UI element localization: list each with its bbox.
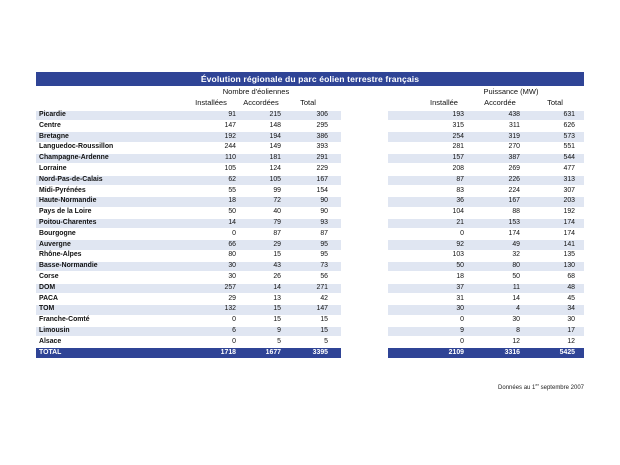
cell-n-tot: 15 (320, 326, 328, 334)
cell-p-inst: 36 (456, 197, 464, 205)
cell-n-tot: 87 (320, 229, 328, 237)
cell-p-tot: 551 (563, 143, 575, 151)
cell-n-tot: 3395 (312, 348, 328, 356)
cell-n-inst: 110 (225, 154, 236, 162)
cell-p-acc: 8 (516, 326, 520, 334)
cell-p-inst: 208 (452, 164, 464, 172)
cell-p-acc: 269 (508, 164, 520, 172)
region-label: Nord-Pas-de-Calais (39, 175, 103, 183)
cell-p-acc: 311 (509, 121, 520, 129)
col-header-power-installed: Installée (430, 98, 458, 107)
cell-p-tot: 135 (563, 251, 575, 259)
region-label: Poitou-Charentes (39, 218, 97, 226)
cell-n-tot: 90 (320, 208, 328, 216)
cell-n-acc: 181 (269, 154, 281, 162)
table-row (36, 272, 584, 283)
cell-p-inst: 104 (452, 208, 464, 216)
cell-n-inst: 50 (228, 208, 236, 216)
table-title: Évolution régionale du parc éolien terrestre français (36, 72, 584, 86)
cell-n-tot: 95 (320, 240, 328, 248)
region-label: Pays de la Loire (39, 208, 92, 216)
cell-n-tot: 386 (316, 132, 328, 140)
cell-p-tot: 45 (567, 294, 575, 302)
cell-p-acc: 226 (508, 175, 520, 183)
region-label: Champagne-Ardenne (39, 154, 109, 162)
cell-p-acc: 14 (512, 294, 520, 302)
cell-n-acc: 13 (273, 294, 281, 302)
table-row (36, 153, 584, 164)
region-label: DOM (39, 283, 56, 291)
table-row (36, 186, 584, 197)
cell-p-inst: 254 (452, 132, 464, 140)
cell-p-inst: 103 (452, 251, 464, 259)
cell-n-acc: 15 (273, 316, 281, 324)
table-header (36, 86, 584, 110)
cell-p-acc: 12 (512, 337, 520, 345)
cell-n-inst: 6 (232, 326, 236, 334)
group-header-power: Puissance (MW) (483, 87, 539, 96)
cell-p-acc: 80 (512, 262, 520, 270)
cell-p-inst: 30 (456, 305, 464, 313)
region-label: Haute-Normandie (39, 197, 97, 205)
cell-p-acc: 3316 (504, 348, 520, 356)
cell-p-tot: 203 (563, 197, 575, 205)
cell-p-acc: 4 (516, 305, 520, 313)
cell-n-acc: 149 (269, 143, 281, 151)
cell-p-tot: 544 (563, 154, 575, 162)
cell-p-inst: 87 (456, 175, 464, 183)
cell-n-inst: 132 (224, 305, 236, 313)
cell-n-acc: 15 (273, 305, 281, 313)
cell-p-inst: 50 (456, 262, 464, 270)
table-row (36, 196, 584, 207)
region-label: Centre (39, 121, 61, 129)
cell-p-tot: 5425 (559, 348, 575, 356)
cell-n-tot: 90 (320, 197, 328, 205)
cell-n-tot: 295 (316, 121, 328, 129)
table-row (36, 315, 584, 326)
col-header-power-granted: Accordée (484, 98, 516, 107)
region-label: Alsace (39, 337, 62, 345)
cell-n-acc: 14 (273, 283, 281, 291)
cell-n-inst: 257 (224, 283, 236, 291)
cell-n-acc: 148 (269, 121, 281, 129)
cell-p-tot: 307 (563, 186, 575, 194)
table-row (36, 110, 584, 121)
cell-p-tot: 477 (563, 164, 575, 172)
region-label: Midi-Pyrénées (39, 186, 86, 194)
cell-p-tot: 631 (563, 111, 575, 118)
note-superscript: er (535, 382, 539, 387)
col-header-power-total: Total (547, 98, 563, 107)
cell-p-tot: 626 (563, 121, 575, 129)
cell-p-inst: 0 (460, 229, 464, 237)
table-row (36, 250, 584, 261)
cell-n-inst: 105 (224, 164, 236, 172)
region-label: Auvergne (39, 240, 71, 248)
cell-p-acc: 49 (512, 240, 520, 248)
region-label: Bourgogne (39, 229, 76, 237)
cell-n-tot: 147 (316, 305, 328, 313)
cell-n-inst: 29 (228, 294, 236, 302)
cell-n-tot: 306 (316, 111, 328, 118)
cell-n-inst: 0 (232, 316, 236, 324)
cell-p-acc: 32 (512, 251, 520, 259)
region-label: TOTAL (39, 348, 62, 356)
cell-n-acc: 79 (273, 218, 281, 226)
region-label: Basse-Normandie (39, 262, 98, 270)
cell-n-tot: 56 (320, 272, 328, 280)
cell-n-acc: 40 (273, 208, 281, 216)
table-container (36, 72, 584, 391)
cell-n-acc: 194 (269, 132, 281, 140)
cell-n-tot: 393 (316, 143, 328, 151)
cell-n-acc: 215 (269, 111, 281, 118)
cell-n-inst: 0 (232, 337, 236, 345)
table-row (36, 175, 584, 186)
cell-n-tot: 15 (320, 316, 328, 324)
cell-n-tot: 5 (324, 337, 328, 345)
region-label: Rhône-Alpes (39, 251, 82, 259)
cell-n-tot: 271 (316, 283, 328, 291)
cell-p-tot: 174 (563, 229, 575, 237)
cell-p-inst: 31 (456, 294, 464, 302)
region-label: Limousin (39, 326, 70, 334)
cell-p-inst: 92 (456, 240, 464, 248)
cell-n-inst: 14 (228, 218, 236, 226)
cell-n-acc: 99 (273, 186, 281, 194)
cell-p-inst: 0 (460, 337, 464, 345)
cell-n-inst: 62 (228, 175, 236, 183)
cell-n-acc: 15 (273, 251, 281, 259)
cell-n-inst: 91 (228, 111, 236, 118)
cell-p-acc: 224 (508, 186, 520, 194)
cell-p-tot: 17 (567, 326, 575, 334)
cell-p-acc: 50 (512, 272, 520, 280)
cell-p-acc: 438 (508, 111, 520, 118)
table-row (36, 294, 584, 305)
cell-n-acc: 43 (273, 262, 281, 270)
cell-p-acc: 319 (508, 132, 520, 140)
table-row (36, 132, 584, 143)
cell-p-tot: 12 (567, 337, 575, 345)
table-row (36, 121, 584, 132)
cell-p-tot: 192 (563, 208, 575, 216)
cell-p-acc: 174 (508, 229, 520, 237)
table-row (36, 337, 584, 348)
data-date-note (436, 382, 584, 391)
table-row (36, 218, 584, 229)
cell-n-tot: 73 (320, 262, 328, 270)
cell-p-acc: 167 (508, 197, 520, 205)
cell-n-tot: 93 (320, 218, 328, 226)
cell-p-tot: 130 (563, 262, 575, 270)
cell-n-acc: 1677 (265, 348, 281, 356)
cell-p-inst: 157 (452, 154, 464, 162)
cell-n-inst: 1718 (220, 348, 236, 356)
cell-n-inst: 147 (224, 121, 236, 129)
cell-n-tot: 167 (316, 175, 328, 183)
cell-p-inst: 0 (460, 316, 464, 324)
note-text-before: Données au 1 (498, 385, 536, 391)
cell-p-tot: 68 (567, 272, 575, 280)
region-label: Languedoc-Roussillon (39, 143, 114, 151)
cell-p-tot: 573 (563, 132, 575, 140)
table-row (36, 283, 584, 294)
cell-p-tot: 141 (563, 240, 575, 248)
cell-n-inst: 80 (228, 251, 236, 259)
cell-p-inst: 21 (456, 218, 464, 226)
cell-p-acc: 30 (512, 316, 520, 324)
cell-p-inst: 2109 (448, 348, 464, 356)
cell-p-acc: 270 (508, 143, 520, 151)
cell-n-acc: 124 (269, 164, 281, 172)
cell-n-inst: 55 (228, 186, 236, 194)
cell-n-inst: 244 (224, 143, 236, 151)
region-label: Franche-Comté (39, 316, 90, 324)
cell-n-tot: 95 (320, 251, 328, 259)
cell-p-acc: 88 (512, 208, 520, 216)
cell-n-inst: 0 (232, 229, 236, 237)
cell-n-acc: 9 (277, 326, 281, 334)
cell-p-inst: 37 (456, 283, 464, 291)
table-row (36, 207, 584, 218)
region-label: Lorraine (39, 164, 67, 172)
cell-n-inst: 66 (228, 240, 236, 248)
cell-n-acc: 26 (273, 272, 281, 280)
cell-p-inst: 193 (452, 111, 464, 118)
table-row (36, 326, 584, 337)
table-row (36, 229, 584, 240)
group-header-count: Nombre d'éoliennes (222, 87, 290, 96)
cell-p-tot: 313 (563, 175, 575, 183)
cell-n-tot: 229 (316, 164, 328, 172)
cell-n-acc: 87 (273, 229, 281, 237)
cell-n-acc: 29 (273, 240, 281, 248)
cell-n-tot: 291 (316, 154, 328, 162)
cell-n-inst: 18 (228, 197, 236, 205)
cell-p-tot: 34 (567, 305, 575, 313)
col-header-count-installed: Installées (195, 98, 227, 107)
cell-p-acc: 11 (512, 283, 520, 291)
col-header-count-total: Total (300, 98, 316, 107)
region-label: Picardie (39, 111, 66, 118)
cell-p-tot: 48 (567, 283, 575, 291)
cell-n-inst: 30 (228, 262, 236, 270)
cell-p-acc: 153 (508, 218, 520, 226)
region-label: Corse (39, 272, 59, 280)
cell-p-inst: 18 (456, 272, 464, 280)
cell-n-acc: 72 (273, 197, 281, 205)
cell-p-inst: 83 (456, 186, 464, 194)
cell-n-inst: 30 (228, 272, 236, 280)
region-label: PACA (39, 294, 59, 302)
region-label: Bretagne (39, 132, 69, 140)
table-row (36, 261, 584, 272)
table-row (36, 304, 584, 315)
cell-p-tot: 30 (567, 316, 575, 324)
cell-n-inst: 192 (224, 132, 236, 140)
cell-n-tot: 42 (320, 294, 328, 302)
table-body (36, 110, 584, 358)
cell-p-inst: 281 (452, 143, 464, 151)
col-header-count-granted: Accordées (243, 98, 279, 107)
cell-p-tot: 174 (563, 218, 575, 226)
cell-p-inst: 9 (460, 326, 464, 334)
table-row (36, 142, 584, 153)
table-row (36, 240, 584, 251)
table-row (36, 164, 584, 175)
cell-n-tot: 154 (316, 186, 328, 194)
note-text-after: septembre 2007 (538, 385, 584, 391)
cell-p-acc: 387 (508, 154, 520, 162)
cell-n-acc: 105 (269, 175, 281, 183)
cell-n-acc: 5 (277, 337, 281, 345)
cell-p-inst: 315 (452, 121, 464, 129)
table-total-row (36, 348, 584, 359)
region-label: TOM (39, 305, 55, 313)
